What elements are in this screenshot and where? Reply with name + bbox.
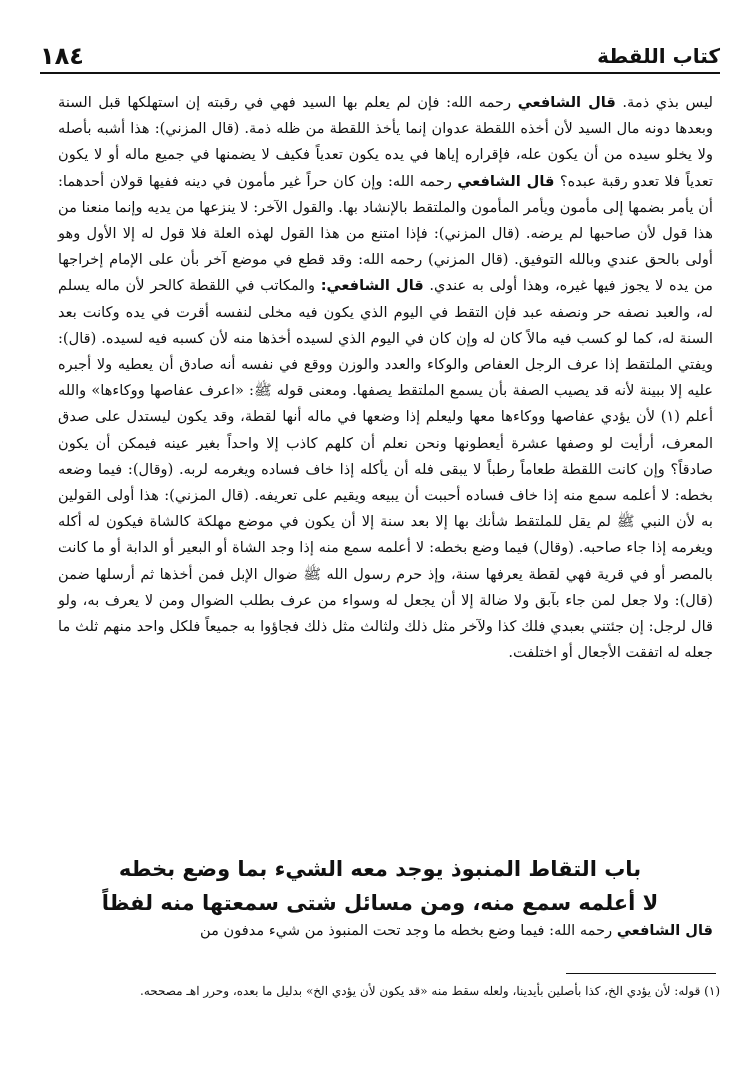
text-run: ليس بذي ذمة.: [615, 94, 713, 111]
chapter-intro-speaker: قال الشافعي: [616, 922, 713, 939]
speaker-attribution: قال الشافعي: [457, 172, 555, 190]
page-number: ١٨٤: [40, 42, 84, 70]
chapter-intro-text: رحمه الله: فيما وضع بخطه ما وجد تحت المنبوذ من شيء مدفون من: [199, 922, 617, 939]
page-header: [40, 38, 720, 74]
running-title: كتاب اللقطة: [597, 44, 720, 68]
footnote: (١) قوله: لأن يؤدي الخ، كذا بأصلين بأيدينا، ولعله سقط منه «قد يكون لأن يؤدي الخ» بدليل ما بعده، وحرر اهـ مصححه.: [140, 984, 720, 998]
speaker-attribution: قال الشافعي:: [320, 277, 424, 295]
speaker-attribution: قال الشافعي: [517, 94, 616, 111]
chapter-heading: [40, 852, 720, 920]
chapter-intro-paragraph: [58, 918, 713, 944]
text-run: رحمه الله: فإن لم يعلم بها السيد فهي في رقبته إن استهلكها قبل السنة وبعدها دونه مال السيد لأن أخذه اللقطة عدوان إنما يأخذ اللقطة من ظله ذمة. (قال المزني): هذا أشبه بأصله ولا يخلو سيده من أن يكون عله، فإقراره إياها في يده يكون تعدياً فكيف لا يضمنها في جميع ماله أو لا يكون تعدياً فلا تعدو رقبة عبده؟: [58, 94, 713, 190]
chapter-heading-line-2: لا أعلمه سمع منه، ومن مسائل شتى سمعتها منه لفظاً: [101, 891, 659, 915]
text-run: والمكاتب في اللقطة كالحر لأن ماله يسلم له، والعبد نصفه حر ونصفه عبد فإن التقط في اليوم الذي يكون فيه مخلى لنفسه أقرت في يده وكانت بعد السنة له، كما لو كسب فيه مالاً كان له وإن كان في اليوم الذي لسيده أخذها منه لأن كسبه فيه لسيده. (قال): ويفتي الملتقط إذا عرف الرجل العفاص والوكاء والعدد والوزن ووقع في نفسه أنه صادق أن يعطيه ولا أجبره عليه إلا ببينة لأنه قد يصيب الصفة بأن يسمع الملتقط يصفها. ومعنى قوله ﷺ: «اعرف عفاصها ووكاءها» والله أعلم (١) لأن يؤدي عفاصها ووكاءها معها وليعلم إذا وضعها في ماله أنها لقطة، وقد يكون ليستدل على صدق المعرف، أرأيت لو وصفها عشرة أيعطونها ونحن نعلم أن كلهم كاذب إلا واحداً بغير عينه فيمكن أن يكون صادقاً؟ وإن كانت اللقطة طعاماً رطباً لا يبقى فله أن يأكله إذا خاف فساده ويغرمه لربه. (وقال): فيما وضعه بخطه: لا أعلمه سمع منه إذا خاف فساده أحببت أن يبيعه ويقيم على تعريفه. (قال المزني): هذا أولى القولين به لأن النبي ﷺ لم يقل للملتقط شأنك بها إلا بعد سنة إلا أن يكون في موضع مهلكة كالشاة فيكون له أكله ويغرمه إذا جاء صاحبه. (وقال) فيما وضع بخطه: لا أعلمه سمع منه إذا وجد الشاة أو البعير أو الدابة أو ما كانت بالمصر أو في قرية فهي لقطة يعرفها سنة، وإذ حرم رسول الله ﷺ ضوال الإبل فمن أخذها ثم أرسلها ضمن (قال): ولا جعل لمن جاء بآبق ولا ضالة إلا أن يجعل له وسواء من عرف بطلب الضوال ومن لا يعرف به، ولو قال لرجل: إن جئتني بعبدي فلك كذا ولآخر مثل ذلك ولثالث مثل ذلك فجاؤوا به جميعاً فلكل واحد منهم ثلث ما جعله له اتفقت الأجعال أو اختلفت.: [58, 277, 713, 662]
footnote-divider: [566, 973, 716, 974]
chapter-heading-line-1: باب التقاط المنبوذ يوجد معه الشيء بما وضع بخطه: [118, 857, 642, 881]
main-text-block: [58, 90, 713, 666]
text-run: رحمه الله: وإن كان حراً غير مأمون في دينه ففيها قولان أحدهما: أن يأمر بضمها إلى مأمون ويأمر المأمون والملتقط بالإنشاد بها. والقول الآخر: لا ينزعها من يديه وإنما منعنا من هذا قول لأن صاحبها لم يرضه. (قال المزني): فإذا امتنع من هذا القول لهذه العلة فلا قول له إلا الأول وهو أولى بالحق عندي وبالله التوفيق. (قال المزني) رحمه الله: وقد قطع في موضع آخر بأن على الإمام إخراجها من يده لا يجوز فيها غيره، وهذا أولى به عندي.: [58, 172, 713, 295]
